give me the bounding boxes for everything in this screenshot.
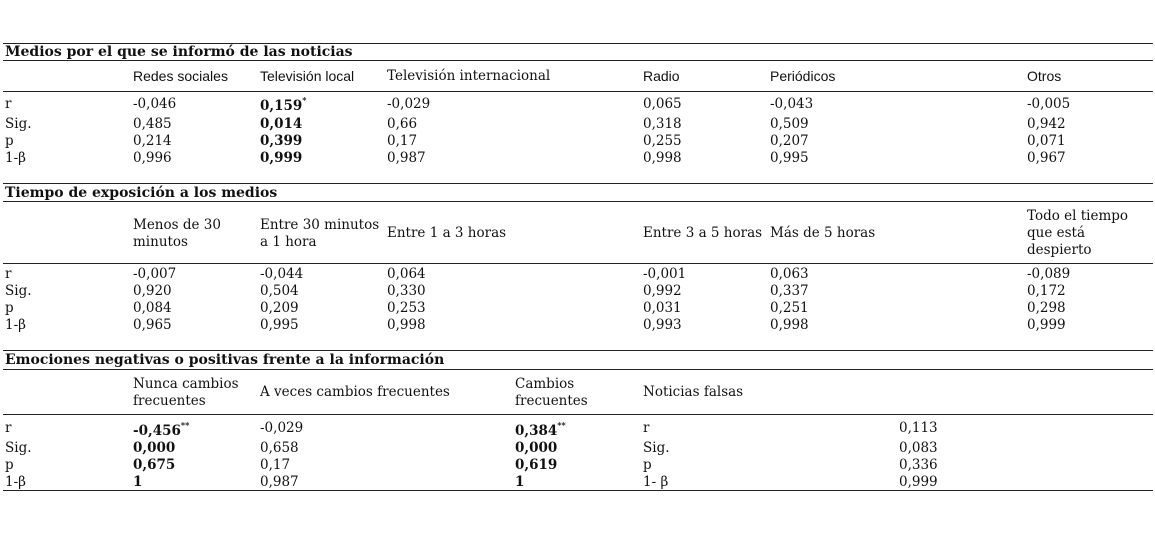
cell: -0,007 — [133, 266, 177, 282]
s1-header: Redes sociales — [133, 68, 228, 84]
row-label: 1-β — [5, 317, 26, 333]
significance-mark: ** — [180, 419, 190, 430]
cell: 0,251 — [770, 300, 809, 316]
fake-news-value: 0,999 — [899, 474, 938, 490]
rule — [3, 263, 1153, 264]
cell: 0,504 — [260, 283, 299, 299]
cell-significant: 1 — [515, 474, 525, 490]
cell: 0,330 — [387, 283, 426, 299]
fake-news-value: 0,083 — [899, 440, 938, 456]
cell: 0,998 — [387, 317, 426, 333]
fake-news-label: p — [643, 457, 652, 473]
s2-header: Más de 5 horas — [770, 225, 876, 241]
cell: 0,255 — [643, 133, 682, 149]
cell: 0,995 — [770, 150, 809, 166]
cell: 0,298 — [1027, 300, 1066, 316]
cell: 0,071 — [1027, 133, 1066, 149]
rule — [3, 201, 1153, 202]
section1-title: Medios por el que se informó de las noticias — [5, 44, 353, 60]
s1-header: Televisión local — [260, 68, 355, 84]
rule — [3, 91, 1153, 92]
cell: 0,992 — [643, 283, 682, 299]
rule — [3, 60, 1153, 61]
s1-header: Radio — [643, 68, 680, 84]
cell: 0,998 — [643, 150, 682, 166]
cell-significant — [515, 419, 566, 440]
cell: 0,17 — [260, 457, 291, 473]
cell: 0,209 — [260, 300, 299, 316]
cell-significant — [133, 419, 190, 440]
rule — [3, 350, 1153, 351]
s1-header: Periódicos — [770, 68, 836, 84]
s3-header: Cambios frecuentes — [515, 376, 588, 409]
significance-mark: * — [302, 94, 307, 105]
cell-significant: 0,675 — [133, 457, 176, 473]
cell: 0,987 — [387, 150, 426, 166]
cell: 0,214 — [133, 133, 172, 149]
cell: -0,029 — [387, 96, 431, 112]
row-label: p — [5, 300, 14, 316]
cell: 0,965 — [133, 317, 172, 333]
cell: -0,046 — [133, 96, 177, 112]
fake-news-label: Sig. — [643, 440, 670, 456]
cell: 0,084 — [133, 300, 172, 316]
cell: 0,658 — [260, 440, 299, 456]
cell-value: -0,456 — [133, 423, 181, 439]
cell: 0,66 — [387, 116, 418, 132]
row-label: r — [5, 266, 12, 282]
fake-news-value: 0,113 — [899, 420, 938, 436]
cell: 0,337 — [770, 283, 809, 299]
row-label: Sig. — [5, 440, 32, 456]
rule — [3, 183, 1153, 184]
row-label: p — [5, 133, 14, 149]
cell-significant — [260, 94, 307, 115]
cell: 0,318 — [643, 116, 682, 132]
row-label: 1-β — [5, 474, 26, 490]
cell-significant: 0,399 — [260, 133, 303, 149]
s3-header: A veces cambios frecuentes — [260, 384, 450, 400]
s2-header: Entre 1 a 3 horas — [387, 225, 507, 241]
row-label: Sig. — [5, 283, 32, 299]
s3-header: Noticias falsas — [643, 384, 744, 400]
cell-significant: 0,619 — [515, 457, 558, 473]
row-label: Sig. — [5, 116, 32, 132]
cell: 0,987 — [260, 474, 299, 490]
cell: 0,065 — [643, 96, 682, 112]
cell: 0,063 — [770, 266, 809, 282]
cell: 0,485 — [133, 116, 172, 132]
cell: 0,967 — [1027, 150, 1066, 166]
row-label: r — [5, 96, 12, 112]
cell: 0,064 — [387, 266, 426, 282]
cell: 0,998 — [770, 317, 809, 333]
cell: 0,253 — [387, 300, 426, 316]
cell: 0,995 — [260, 317, 299, 333]
row-label: p — [5, 457, 14, 473]
fake-news-value: 0,336 — [899, 457, 938, 473]
cell: 0,993 — [643, 317, 682, 333]
cell: 0,031 — [643, 300, 682, 316]
cell-significant: 0,014 — [260, 116, 303, 132]
cell: -0,089 — [1027, 266, 1071, 282]
cell: 0,999 — [1027, 317, 1066, 333]
s3-header: Nunca cambios frecuentes — [133, 376, 239, 409]
section2-title: Tiempo de exposición a los medios — [5, 185, 278, 201]
section3-title: Emociones negativas o positivas frente a la información — [5, 352, 445, 368]
cell: 0,207 — [770, 133, 809, 149]
cell: 0,920 — [133, 283, 172, 299]
cell: -0,005 — [1027, 96, 1071, 112]
rule — [3, 369, 1153, 370]
cell: -0,043 — [770, 96, 814, 112]
row-label: 1-β — [5, 150, 26, 166]
fake-news-label: r — [643, 420, 650, 436]
cell-significant: 0,000 — [133, 440, 176, 456]
cell: -0,044 — [260, 266, 304, 282]
cell: 0,172 — [1027, 283, 1066, 299]
rule-bottom — [3, 490, 1153, 491]
cell-value: 0,384 — [515, 423, 558, 439]
cell-significant: 0,000 — [515, 440, 558, 456]
s2-header: Todo el tiempo que está despierto — [1027, 208, 1129, 258]
s2-header: Entre 3 a 5 horas — [643, 225, 763, 241]
s1-header: Televisión internacional — [387, 68, 551, 84]
cell-significant: 1 — [133, 474, 143, 490]
fake-news-label: 1- β — [643, 474, 669, 490]
rule — [3, 414, 1153, 415]
row-label: r — [5, 420, 12, 436]
cell: 0,17 — [387, 133, 418, 149]
significance-mark: ** — [557, 419, 566, 430]
cell: 0,996 — [133, 150, 172, 166]
cell: -0,029 — [260, 420, 304, 436]
s2-header: Menos de 30 minutos — [133, 217, 221, 250]
s2-header: Entre 30 minutos a 1 hora — [260, 217, 380, 250]
cell: -0,001 — [643, 266, 687, 282]
cell-significant: 0,999 — [260, 150, 303, 166]
s1-header: Otros — [1027, 68, 1062, 84]
cell: 0,942 — [1027, 116, 1066, 132]
cell-value: 0,159 — [260, 98, 303, 114]
cell: 0,509 — [770, 116, 809, 132]
